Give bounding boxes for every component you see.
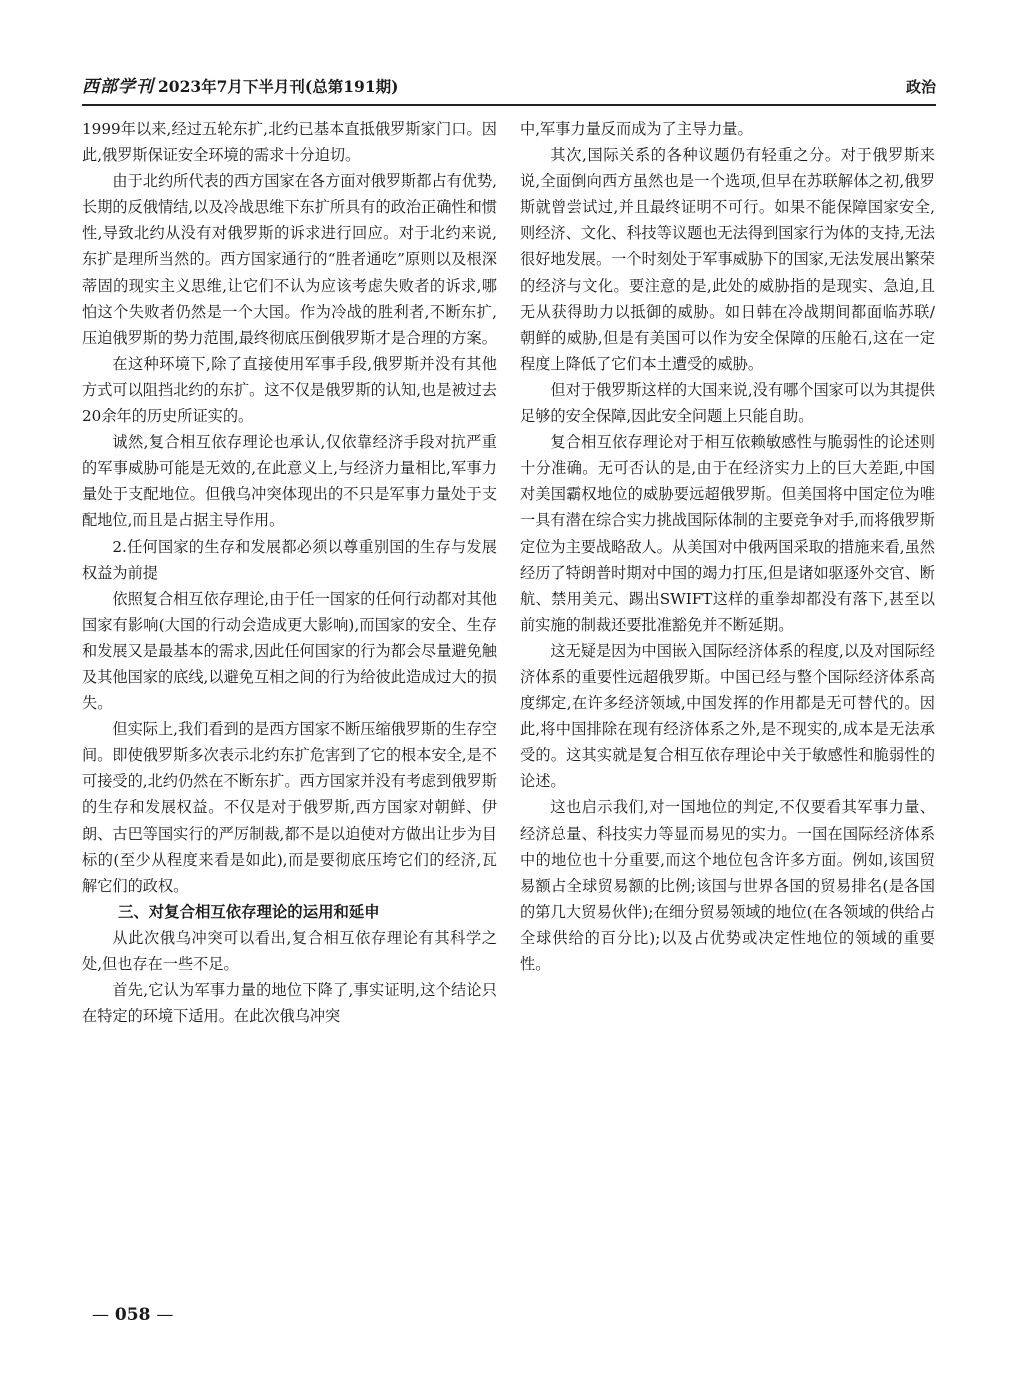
section-heading: 三、对复合相互依存理论的运用和延申 <box>118 902 380 921</box>
paragraph: 在这种环境下,除了直接使用军事手段,俄罗斯并没有其他方式可以阻挡北约的东扩。这不仅是俄罗斯的认知,也是被过去20余年的历史所证实的。 <box>82 354 497 426</box>
paragraph: 这也启示我们,对一国地位的判定,不仅要看其军事力量、经济总量、科技实力等显而易见的实力。一国在国际经济体系中的地位也十分重要,而这个地位包含许多方面。例如,该国贸易额占全球贸易额的比例;该国与世界各国的贸易排名(是各国的第几大贸易伙伴);在细分贸易领域的地位(在各领域的供给占全球供给的百分比);以及占优势或决定性地位的领域的重要性。 <box>520 798 935 973</box>
paragraph: 1999年以来,经过五轮东扩,北约已基本直抵俄罗斯家门口。因此,俄罗斯保证安全环境的需求十分迫切。 <box>82 120 497 165</box>
right-column <box>520 116 935 977</box>
journal-logo: 西部学刊 <box>82 77 154 97</box>
paragraph: 复合相互依存理论对于相互依赖敏感性与脆弱性的论述则十分准确。无可否认的是,由于在经济实力上的巨大差距,中国对美国霸权地位的威胁要远超俄罗斯。但美国将中国定位为唯一具有潜在综合实力挑战国际体制的主要竞争对手,而将俄罗斯定位为主要战略敌人。从美国对中俄两国采取的措施来看,虽然经历了特朗普时期对中国的竭力打压,但是诸如驱逐外交官、断航、禁用美元、踢出SWIFT这样的重拳却都没有落下,甚至以前实施的制裁还要批准豁免并不断延期。 <box>520 433 935 634</box>
footer-dash: — <box>156 1305 174 1325</box>
subsection-heading: 2.任何国家的生存和发展都必须以尊重别国的生存与发展权益为前提 <box>82 537 497 582</box>
paragraph: 但对于俄罗斯这样的大国来说,没有哪个国家可以为其提供足够的安全保障,因此安全问题上只能自助。 <box>520 380 935 426</box>
paragraph: 从此次俄乌冲突可以看出,复合相互依存理论有其科学之处,但也存在一些不足。 <box>82 928 497 973</box>
paragraph: 其次,国际关系的各种议题仍有轻重之分。对于俄罗斯来说,全面倒向西方虽然也是一个选项,但早在苏联解体之初,俄罗斯就曾尝试过,并且最终证明不可行。如果不能保障国家安全,则经济、文化、科技等议题也无法得到国家行为体的支持,无法很好地发展。一个时刻处于军事威胁下的国家,无法发展出繁荣的经济与文化。要注意的是,此处的威胁指的是现实、急迫,且无从获得助力以抵御的威胁。如日韩在冷战期间都面临苏联/朝鲜的威胁,但是有美国可以作为安全保障的压舱石,这在一定程度上降低了它们本土遭受的威胁。 <box>520 146 935 373</box>
footer-dash: — <box>92 1305 109 1325</box>
paragraph: 依照复合相互依存理论,由于任一国家的任何行动都对其他国家有影响(大国的行动会造成更大影响),而国家的安全、生存和发展又是最基本的需求,因此任何国家的行为都会尽量避免触及其他国家的底线,以避免互相之间的行为给彼此造成过大的损失。 <box>82 589 497 713</box>
page-header <box>82 76 936 106</box>
paragraph: 首先,它认为军事力量的地位下降了,事实证明,这个结论只在特定的环境下适用。在此次俄乌冲突 <box>82 981 497 1026</box>
paragraph: 诚然,复合相互依存理论也承认,仅依靠经济手段对抗严重的军事威胁可能是无效的,在此意义上,与经济力量相比,军事力量处于支配地位。但俄乌冲突体现出的不只是军事力量处于支配地位,而且是占据主导作用。 <box>82 433 497 530</box>
issue-info: 2023年7月下半月刊(总第191期) <box>158 77 399 96</box>
section-label: 政治 <box>905 78 936 96</box>
paragraph: 这无疑是因为中国嵌入国际经济体系的程度,以及对国际经济体系的重要性远超俄罗斯。中国已经与整个国际经济体系高度绑定,在许多经济领域,中国发挥的作用都是无可替代的。因此,将中国排除在现有经济体系之外,是不现实的,成本是无法承受的。这其实就是复合相互依存理论中关于敏感性和脆弱性的论述。 <box>520 641 935 791</box>
paragraph: 中,军事力量反而成为了主导力量。 <box>520 120 753 138</box>
left-column <box>82 116 497 1029</box>
paragraph: 由于北约所代表的西方国家在各方面对俄罗斯都占有优势,长期的反俄情结,以及冷战思维下东扩所具有的政治正确性和惯性,导致北约从没有对俄罗斯的诉求进行回应。对于北约来说,东扩是理所当然的。西方国家通行的“胜者通吃”原则以及根深蒂固的现实主义思维,让它们不认为应该考虑失败者的诉求,哪怕这个失败者仍然是一个大国。作为冷战的胜利者,不断东扩,压迫俄罗斯的势力范围,最终彻底压倒俄罗斯才是合理的方案。 <box>82 172 497 347</box>
page-footer <box>92 1303 173 1327</box>
paragraph: 但实际上,我们看到的是西方国家不断压缩俄罗斯的生存空间。即使俄罗斯多次表示北约东扩危害到了它的根本安全,是不可接受的,北约仍然在不断东扩。西方国家并没有考虑到俄罗斯的生存和发展权益。不仅是对于俄罗斯,西方国家对朝鲜、伊朗、古巴等国实行的严厉制裁,都不是以迫使对方做出让步为目标的(至少从程度来看是如此),而是要彻底压垮它们的经济,瓦解它们的政权。 <box>82 720 497 895</box>
page-number: 058 <box>114 1305 151 1325</box>
